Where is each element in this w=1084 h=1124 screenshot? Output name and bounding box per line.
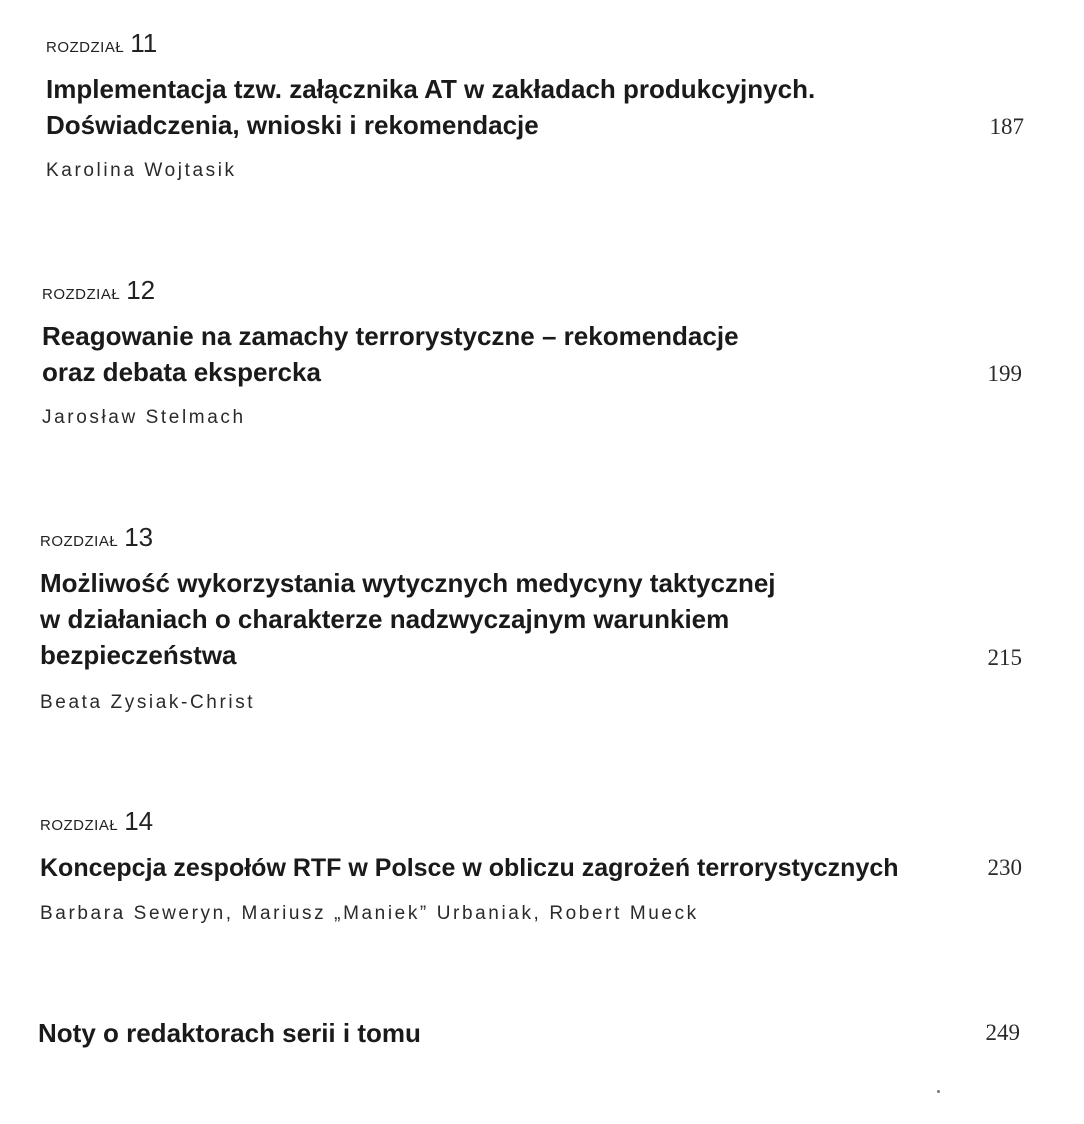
chapter-label (42, 275, 155, 306)
chapter-title-line: Możliwość wykorzystania wytycznych medycyny taktycznej (40, 568, 776, 598)
chapter-number: 14 (124, 806, 154, 836)
chapter-authors: Beata Zysiak-Christ (40, 692, 256, 713)
page-number: 249 (985, 1020, 1020, 1045)
chapter-title (40, 850, 899, 886)
page-number: 215 (987, 645, 1022, 670)
chapter-title (40, 565, 776, 673)
chapter-word: ROZDZIAŁ (46, 39, 125, 56)
page-number: 187 (989, 114, 1024, 139)
chapter-label (40, 522, 153, 553)
chapter-authors: Karolina Wojtasik (46, 160, 237, 181)
chapter-label (46, 28, 157, 59)
scan-speck (937, 1090, 940, 1093)
chapter-title-line: Implementacja tzw. załącznika AT w zakładach produkcyjnych. (46, 74, 816, 104)
chapter-authors: Jarosław Stelmach (42, 407, 246, 428)
chapter-authors: Barbara Seweryn, Mariusz „Maniek” Urbaniak, Robert Mueck (40, 903, 699, 924)
chapter-title-line: Doświadczenia, wnioski i rekomendacje (46, 110, 539, 140)
chapter-title (42, 318, 739, 390)
chapter-label (40, 806, 153, 837)
chapter-title-line: bezpieczeństwa (40, 640, 237, 670)
entry-title: Noty o redaktorach serii i tomu (38, 1018, 421, 1048)
chapter-number: 11 (130, 28, 158, 58)
chapter-word: ROZDZIAŁ (42, 286, 121, 303)
page-number: 230 (987, 855, 1022, 880)
chapter-title-line: Reagowanie na zamachy terrorystyczne – rekomendacje (42, 321, 739, 351)
chapter-title (46, 71, 815, 143)
chapter-number: 13 (124, 522, 154, 552)
chapter-title-line: w działaniach o charakterze nadzwyczajnym warunkiem (40, 604, 730, 634)
chapter-number: 12 (126, 275, 156, 305)
page-number: 199 (987, 361, 1022, 386)
chapter-title-line: Koncepcja zespołów RTF w Polsce w obliczu zagrożeń terrorystycznych (40, 854, 899, 882)
chapter-title-line: oraz debata ekspercka (42, 357, 321, 387)
chapter-word: ROZDZIAŁ (40, 533, 119, 550)
chapter-word: ROZDZIAŁ (40, 817, 119, 834)
